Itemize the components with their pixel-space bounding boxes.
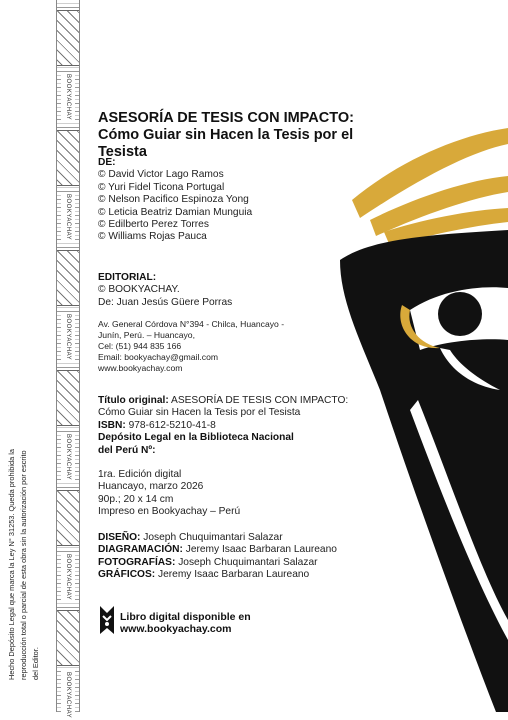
strip-band	[57, 490, 79, 546]
strip-band	[57, 610, 79, 666]
author-item: © Edilberto Perez Torres	[98, 219, 209, 231]
original-text: ASESORÍA DE TESIS CON IMPACTO:	[168, 395, 349, 406]
strip-band	[57, 370, 79, 426]
isbn-value: 978-612-5210-41-8	[125, 419, 216, 431]
credit-value: Jeremy Isaac Barbaran Laureano	[182, 544, 337, 556]
author-item: © David Victor Lago Ramos	[98, 169, 224, 181]
credit-label: DISEÑO:	[98, 532, 141, 543]
digital-text: Libro digital disponible en	[120, 611, 251, 623]
author-item: © Yuri Fidel Ticona Portugal	[98, 181, 225, 193]
digital-availability	[120, 611, 251, 635]
email-text: Email: bookyachay@gmail.com	[98, 352, 219, 362]
strip-label: BOOKYACHAY	[61, 432, 75, 482]
phone-text: Cel: (51) 944 835 166	[98, 341, 182, 351]
editorial-line: © BOOKYACHAY.	[98, 284, 180, 296]
digital-url: www.bookyachay.com	[120, 623, 232, 635]
strip-band	[57, 250, 79, 306]
address-line: Av. General Córdova N°394 - Chilca, Huancayo -	[98, 319, 285, 329]
authors-section	[98, 157, 252, 244]
web-text: www.bookyachay.com	[98, 363, 183, 373]
decorative-strip	[56, 0, 80, 719]
edition-section	[98, 469, 240, 519]
editorial-line: De: Juan Jesús Güere Porras	[98, 296, 233, 308]
editorial-section	[98, 272, 232, 309]
strip-label: BOOKYACHAY	[61, 670, 75, 720]
edition-line: 90p.; 20 x 14 cm	[98, 493, 174, 505]
editorial-heading: EDITORIAL:	[98, 272, 157, 283]
address-section	[98, 319, 284, 374]
credit-label: GRÁFICOS:	[98, 569, 156, 581]
credit-label: FOTOGRAFÍAS:	[98, 556, 176, 568]
bookyachay-logo-icon	[98, 604, 116, 636]
owl-book-artwork-icon	[300, 100, 508, 712]
credit-value: Joseph Chuquimantari Salazar	[140, 532, 283, 543]
legal-note: Hecho Depósito Legal que marca la Ley N° 31253. Queda prohibida la reproducción total o parcial de esta obra sin la autorización por escrito del Editor.	[7, 449, 40, 680]
credit-label: DIAGRAMACIÓN:	[98, 544, 183, 556]
credit-value: Joseph Chuquimantari Salazar	[175, 556, 318, 568]
original-text: Cómo Guiar sin Hacen la Tesis por el Tesista	[98, 407, 301, 419]
edition-line: 1ra. Edición digital	[98, 469, 182, 480]
credit-value: Jeremy Isaac Barbaran Laureano	[155, 569, 310, 581]
edition-line: Impreso en Bookyachay – Perú	[98, 506, 241, 518]
authors-heading: DE:	[98, 157, 116, 168]
strip-label: BOOKYACHAY	[61, 312, 75, 362]
deposit-line: Depósito Legal en la Biblioteca Nacional	[98, 432, 294, 444]
address-line: Junín, Perú. – Huancayo,	[98, 330, 195, 340]
isbn-label: ISBN:	[98, 419, 126, 431]
strip-label: BOOKYACHAY	[61, 72, 75, 122]
strip-label: BOOKYACHAY	[61, 552, 75, 602]
original-label: Título original:	[98, 395, 169, 406]
author-item: © Williams Rojas Pauca	[98, 231, 207, 243]
edition-line: Huancayo, marzo 2026	[98, 481, 204, 493]
author-item: © Nelson Pacifico Espinoza Yong	[98, 194, 249, 206]
strip-label: BOOKYACHAY	[61, 192, 75, 242]
author-item: © Leticia Beatriz Damian Munguia	[98, 206, 253, 218]
strip-band	[57, 10, 79, 66]
book-title: ASESORÍA DE TESIS CON IMPACTO: Cómo Guiar sin Hacen la Tesis por el Tesista	[98, 110, 354, 160]
strip-band	[57, 130, 79, 186]
deposit-line: del Perú Nº:	[98, 444, 156, 456]
